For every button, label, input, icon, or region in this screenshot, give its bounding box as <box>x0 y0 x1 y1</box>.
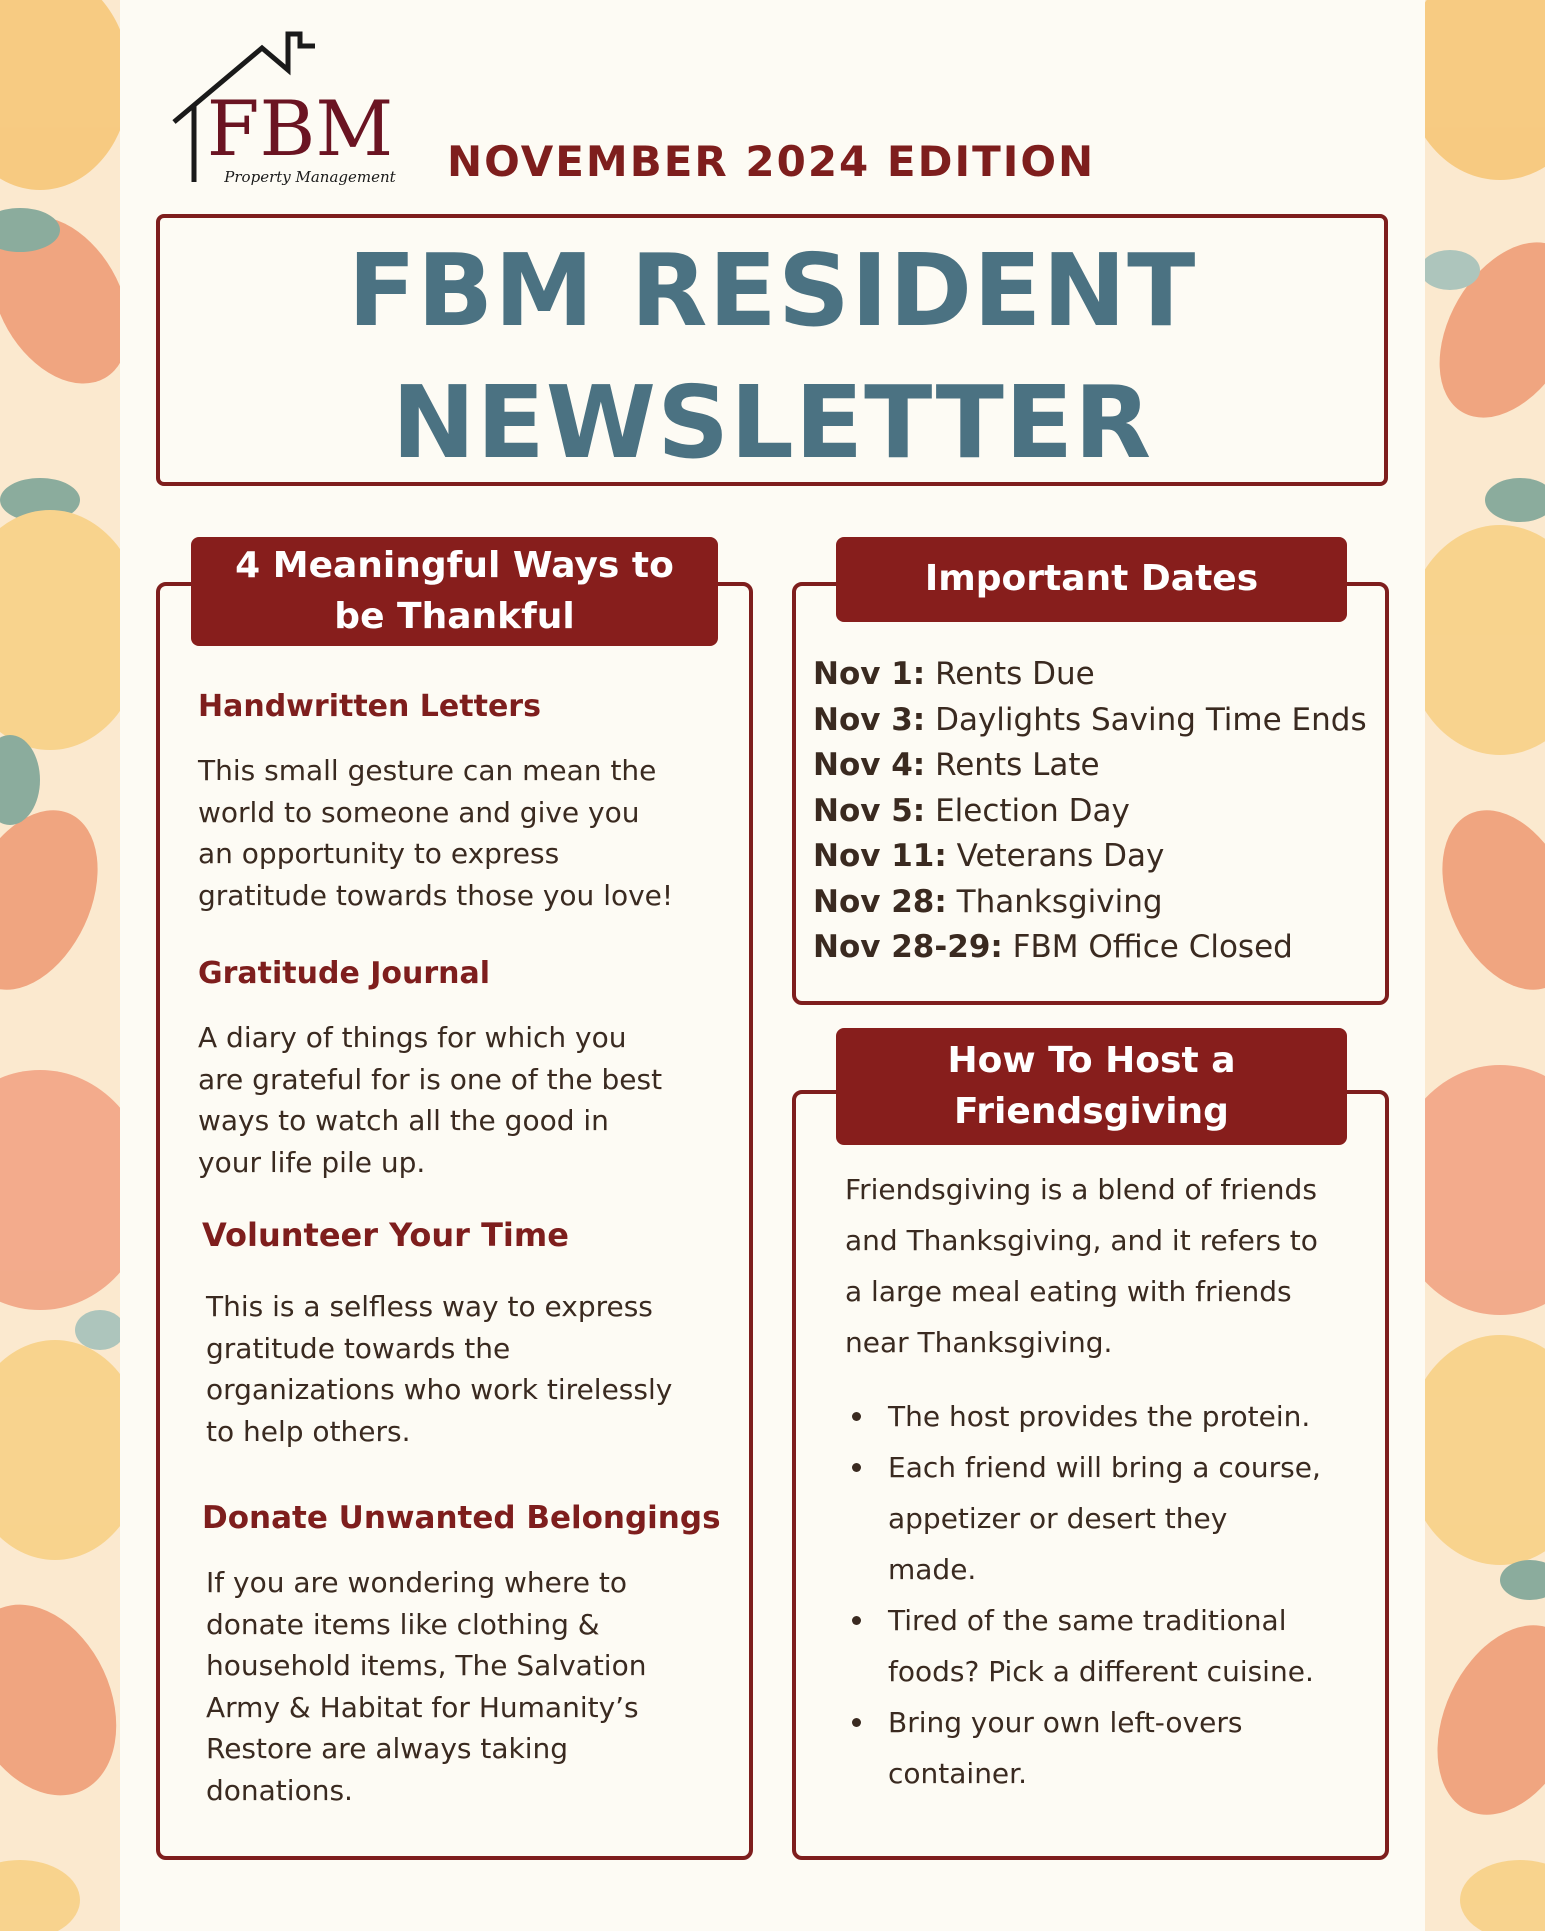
text-line: a large meal eating with friends <box>845 1275 1292 1308</box>
date-item <box>813 789 1367 835</box>
text-line: container. <box>888 1757 1028 1790</box>
text-line: are grateful for is one of the best <box>198 1062 663 1096</box>
section-heading: Handwritten Letters <box>198 689 541 724</box>
date-event: Thanksgiving <box>956 883 1163 920</box>
tip-item <box>845 1442 1375 1595</box>
date-label: Nov 11: <box>813 838 947 874</box>
friendsgiving-banner <box>836 1028 1347 1145</box>
text-line: donate items like clothing & <box>206 1607 600 1641</box>
date-event: Rents Late <box>935 747 1100 783</box>
text-line: household items, The Salvation <box>206 1649 647 1682</box>
section-text <box>198 750 673 916</box>
text-line: ways to watch all the good in <box>198 1104 609 1137</box>
section-text <box>206 1286 672 1452</box>
date-item <box>813 880 1367 926</box>
text-line: gratitude towards the <box>206 1331 511 1365</box>
title-line-1: FBM RESIDENT <box>347 232 1197 349</box>
text-line: If you are wondering where to <box>206 1566 628 1599</box>
tip-item <box>845 1595 1375 1697</box>
date-label: Nov 28: <box>813 883 947 920</box>
text-line: donations. <box>206 1773 353 1807</box>
friendsgiving-banner-line-2: Friendsgiving <box>954 1090 1229 1132</box>
text-line: to help others. <box>206 1414 411 1448</box>
text-line: appetizer or desert they <box>888 1502 1228 1535</box>
friendsgiving-intro <box>845 1164 1318 1368</box>
dates-banner: Important Dates <box>836 537 1347 622</box>
fbm-house-logo <box>170 20 420 190</box>
tip-item <box>845 1391 1375 1442</box>
date-label: Nov 1: <box>813 656 926 692</box>
text-line: This is a selfless way to express <box>206 1290 653 1323</box>
section-heading: Donate Unwanted Belongings <box>202 1500 721 1536</box>
date-item <box>813 743 1367 789</box>
section-text <box>206 1562 646 1811</box>
title-line-2: NEWSLETTER <box>391 364 1153 481</box>
date-label: Nov 3: <box>813 701 926 738</box>
date-item <box>813 652 1367 698</box>
text-line: made. <box>888 1553 977 1586</box>
text-line: foods? Pick a different cuisine. <box>888 1655 1314 1688</box>
text-line: A diary of things for which you <box>198 1021 627 1054</box>
text-line: gratitude towards those you love! <box>198 878 674 912</box>
text-line: The host provides the protein. <box>888 1400 1311 1433</box>
edition-label: NOVEMBER 2024 EDITION <box>447 137 1096 186</box>
tip-item <box>845 1697 1375 1799</box>
date-event: Election Day <box>935 792 1130 829</box>
thankful-banner <box>191 537 718 646</box>
logo-tagline: Property Management <box>224 168 396 186</box>
date-label: Nov 28-29: <box>813 929 1003 965</box>
section-text <box>198 1017 662 1183</box>
text-line: Friendsgiving is a blend of friends <box>845 1173 1317 1206</box>
title-box <box>156 214 1388 486</box>
date-event: Rents Due <box>935 656 1095 692</box>
logo-letters: FBM <box>206 84 394 173</box>
dates-list <box>813 652 1367 971</box>
text-line: world to someone and give you <box>198 795 640 829</box>
date-event: Daylights Saving Time Ends <box>935 701 1367 738</box>
text-line: This small gesture can mean the <box>198 754 657 787</box>
text-line: Each friend will bring a course, <box>888 1451 1321 1484</box>
date-item <box>813 698 1367 744</box>
date-item <box>813 925 1367 971</box>
text-line: Army & Habitat for Humanity’s <box>206 1690 639 1724</box>
text-line: Bring your own left-overs <box>888 1706 1243 1739</box>
thankful-banner-line-2: be Thankful <box>334 595 575 637</box>
text-line: your life pile up. <box>198 1145 426 1179</box>
section-heading: Volunteer Your Time <box>202 1216 569 1254</box>
text-line: Restore are always taking <box>206 1732 569 1765</box>
date-event: Veterans Day <box>956 838 1165 874</box>
friendsgiving-banner-line-1: How To Host a <box>947 1040 1236 1082</box>
text-line: Tired of the same traditional <box>888 1604 1287 1637</box>
date-item <box>813 834 1367 880</box>
thankful-banner-line-1: 4 Meaningful Ways to <box>235 545 674 587</box>
text-line: and Thanksgiving, and it refers to <box>845 1224 1318 1257</box>
date-label: Nov 4: <box>813 747 926 783</box>
text-line: organizations who work tirelessly <box>206 1373 673 1406</box>
section-heading: Gratitude Journal <box>198 956 491 991</box>
date-event: FBM Office Closed <box>1012 929 1293 965</box>
date-label: Nov 5: <box>813 792 926 829</box>
text-line: near Thanksgiving. <box>845 1326 1113 1359</box>
friendsgiving-tips <box>845 1391 1375 1799</box>
text-line: an opportunity to express <box>198 837 560 870</box>
